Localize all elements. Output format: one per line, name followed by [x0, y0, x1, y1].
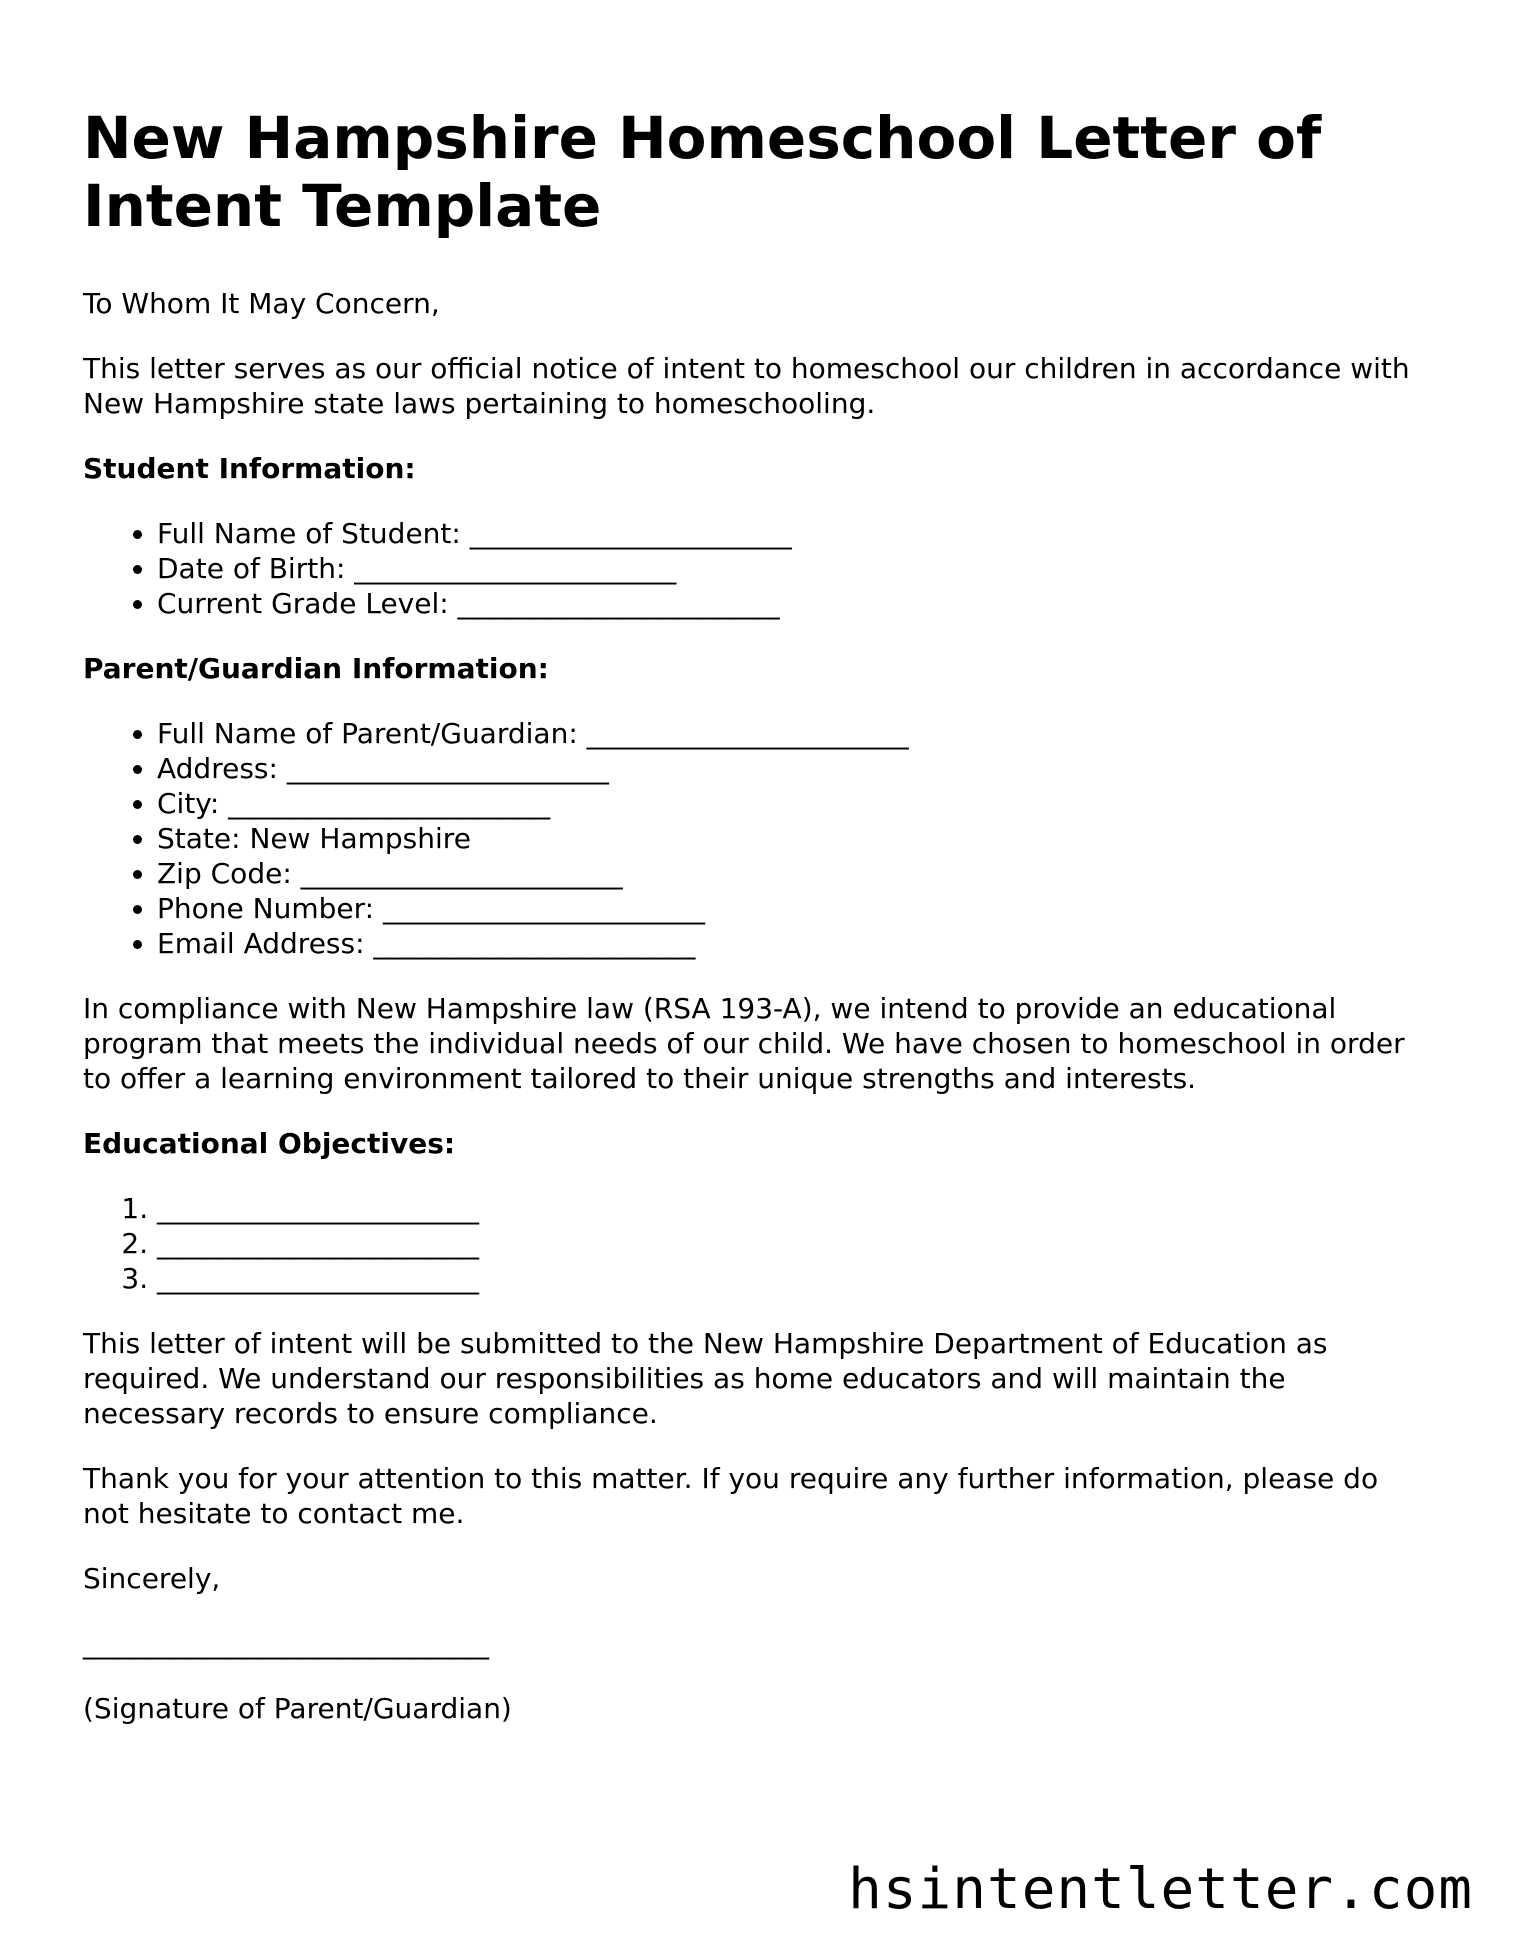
objectives-heading: Educational Objectives:: [83, 1127, 456, 1160]
student-grade-field: • Current Grade Level: _______________________: [157, 586, 1428, 621]
objective-item: 3. _______________________: [157, 1261, 1428, 1296]
email-address-field: • Email Address: _______________________: [157, 926, 1428, 961]
page-title: New Hampshire Homeschool Letter of Intent Template: [83, 104, 1322, 240]
parent-info-list: [83, 716, 1428, 961]
objective-item: 1. _______________________: [157, 1191, 1428, 1226]
objective-item: 2. _______________________: [157, 1226, 1428, 1261]
zip-code-field: • Zip Code: _______________________: [157, 856, 1428, 891]
objectives-list: [83, 1191, 1428, 1296]
student-info-list: [83, 516, 1428, 621]
parent-info-heading: Parent/Guardian Information:: [83, 652, 549, 685]
student-info-heading: Student Information:: [83, 452, 416, 485]
address-field: • Address: _______________________: [157, 751, 1428, 786]
thanks-paragraph: Thank you for your attention to this matter. If you require any further information, please do not hesitate to contact me.: [83, 1462, 1379, 1530]
compliance-paragraph: In compliance with New Hampshire law (RSA 193-A), we intend to provide an educational program that meets the individual needs of our child. We have chosen to homeschool in order to offer a learning environment tailored to their unique strengths and interests.: [83, 992, 1405, 1095]
site-watermark: hsintentletter.com: [848, 1857, 1473, 1922]
student-dob-field: • Date of Birth: _______________________: [157, 551, 1428, 586]
closing: Sincerely,: [83, 1562, 221, 1595]
student-name-field: • Full Name of Student: _______________________: [157, 516, 1428, 551]
intro-paragraph: This letter serves as our official notice of intent to homeschool our children in accordance with New Hampshire state laws pertaining to homeschooling.: [83, 352, 1410, 420]
letter-page: [83, 104, 1428, 1726]
state-field: • State: New Hampshire: [157, 821, 1428, 856]
submission-paragraph: This letter of intent will be submitted to the New Hampshire Department of Education as required. We understand our responsibilities as home educators and will maintain the necessary records to ensure compliance.: [83, 1327, 1328, 1430]
city-field: • City: _______________________: [157, 786, 1428, 821]
phone-number-field: • Phone Number: _______________________: [157, 891, 1428, 926]
signature-line: _____________________________: [83, 1627, 489, 1660]
parent-name-field: • Full Name of Parent/Guardian: _______________________: [157, 716, 1428, 751]
signature-caption: (Signature of Parent/Guardian): [83, 1692, 512, 1725]
salutation: To Whom It May Concern,: [83, 287, 440, 320]
